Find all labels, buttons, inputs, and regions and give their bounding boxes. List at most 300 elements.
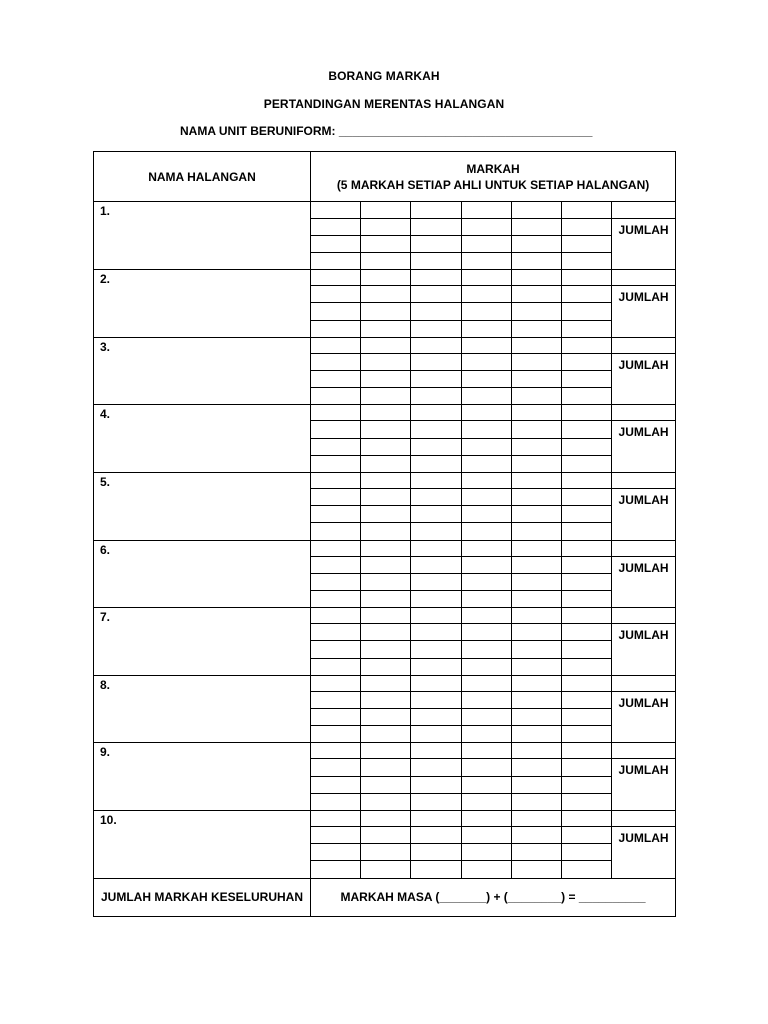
score-cell[interactable] xyxy=(512,709,562,726)
jumlah-label: JUMLAH xyxy=(618,357,669,372)
score-cell[interactable] xyxy=(361,202,411,218)
obstacle-number: 5. xyxy=(100,474,111,489)
score-cell[interactable] xyxy=(512,370,562,387)
score-cell[interactable] xyxy=(411,506,462,523)
score-cell[interactable] xyxy=(562,759,612,776)
score-cell[interactable] xyxy=(462,759,512,776)
score-cell[interactable] xyxy=(562,709,612,726)
score-cell[interactable] xyxy=(411,793,462,810)
score-cell[interactable] xyxy=(462,353,512,370)
score-cell[interactable] xyxy=(361,438,411,455)
score-cell[interactable] xyxy=(411,252,462,269)
score-cell[interactable] xyxy=(361,691,411,708)
score-cell[interactable] xyxy=(411,709,462,726)
score-cell[interactable] xyxy=(411,489,462,506)
score-table xyxy=(93,151,676,917)
score-cell[interactable] xyxy=(462,556,512,573)
score-cell[interactable] xyxy=(311,844,361,861)
score-cell[interactable] xyxy=(361,388,411,405)
score-cell[interactable] xyxy=(562,218,612,235)
score-cell[interactable] xyxy=(562,202,612,218)
score-cell[interactable] xyxy=(512,675,562,691)
score-cell[interactable] xyxy=(462,726,512,743)
score-cell[interactable] xyxy=(462,421,512,438)
score-cell[interactable] xyxy=(411,202,462,218)
jumlah-label: JUMLAH xyxy=(618,628,669,643)
score-cell[interactable] xyxy=(361,810,411,826)
score-cell[interactable] xyxy=(462,489,512,506)
score-cell[interactable] xyxy=(311,691,361,708)
jumlah-top-cell xyxy=(612,675,676,691)
score-cell[interactable] xyxy=(462,235,512,252)
score-cell[interactable] xyxy=(411,844,462,861)
score-cell[interactable] xyxy=(311,270,361,286)
score-cell[interactable] xyxy=(462,776,512,793)
score-cell[interactable] xyxy=(512,540,562,556)
score-cell[interactable] xyxy=(512,743,562,759)
score-cell[interactable] xyxy=(462,320,512,337)
jumlah-cell[interactable] xyxy=(612,218,676,269)
score-cell[interactable] xyxy=(411,438,462,455)
score-row xyxy=(94,337,676,353)
score-cell[interactable] xyxy=(361,844,411,861)
obstacle-number: 9. xyxy=(100,745,111,760)
score-cell[interactable] xyxy=(411,743,462,759)
jumlah-label: JUMLAH xyxy=(618,560,669,575)
score-cell[interactable] xyxy=(411,608,462,624)
score-cell[interactable] xyxy=(512,286,562,303)
score-cell[interactable] xyxy=(361,658,411,675)
score-cell[interactable] xyxy=(562,235,612,252)
score-cell[interactable] xyxy=(311,202,361,218)
score-cell[interactable] xyxy=(311,218,361,235)
score-cell[interactable] xyxy=(512,337,562,353)
score-cell[interactable] xyxy=(562,421,612,438)
score-cell[interactable] xyxy=(562,353,612,370)
score-cell[interactable] xyxy=(562,861,612,878)
score-cell[interactable] xyxy=(562,540,612,556)
score-cell[interactable] xyxy=(361,506,411,523)
score-cell[interactable] xyxy=(361,556,411,573)
unit-name-field: NAMA UNIT BERUNIFORM: ______________________________________ xyxy=(180,124,593,138)
score-cell[interactable] xyxy=(462,590,512,607)
score-cell[interactable] xyxy=(462,370,512,387)
obstacle-name-cell[interactable] xyxy=(94,608,311,676)
score-cell[interactable] xyxy=(361,590,411,607)
score-cell[interactable] xyxy=(311,523,361,540)
score-cell[interactable] xyxy=(512,658,562,675)
score-cell[interactable] xyxy=(512,506,562,523)
score-row xyxy=(94,472,676,488)
score-cell[interactable] xyxy=(512,624,562,641)
score-cell[interactable] xyxy=(562,286,612,303)
score-cell[interactable] xyxy=(361,455,411,472)
obstacle-name-cell[interactable] xyxy=(94,202,311,270)
score-cell[interactable] xyxy=(411,759,462,776)
score-cell[interactable] xyxy=(411,455,462,472)
score-cell[interactable] xyxy=(311,743,361,759)
score-cell[interactable] xyxy=(462,675,512,691)
time-score-field[interactable]: MARKAH MASA (_______) + (________) = __________ xyxy=(311,878,676,916)
score-cell[interactable] xyxy=(462,252,512,269)
jumlah-top-cell xyxy=(612,337,676,353)
obstacle-number: 8. xyxy=(100,677,111,692)
score-cell[interactable] xyxy=(512,303,562,320)
score-cell[interactable] xyxy=(311,776,361,793)
score-cell[interactable] xyxy=(562,691,612,708)
score-cell[interactable] xyxy=(562,573,612,590)
header-obstacle-name xyxy=(94,152,311,202)
score-cell[interactable] xyxy=(361,624,411,641)
score-cell[interactable] xyxy=(562,388,612,405)
score-cell[interactable] xyxy=(512,861,562,878)
score-cell[interactable] xyxy=(411,405,462,421)
score-cell[interactable] xyxy=(562,320,612,337)
score-cell[interactable] xyxy=(512,608,562,624)
score-cell[interactable] xyxy=(411,691,462,708)
score-cell[interactable] xyxy=(411,303,462,320)
score-cell[interactable] xyxy=(361,320,411,337)
score-cell[interactable] xyxy=(562,337,612,353)
score-cell[interactable] xyxy=(462,624,512,641)
score-cell[interactable] xyxy=(361,743,411,759)
score-cell[interactable] xyxy=(462,388,512,405)
jumlah-cell[interactable] xyxy=(612,691,676,742)
jumlah-cell[interactable] xyxy=(612,489,676,540)
score-cell[interactable] xyxy=(411,556,462,573)
score-cell[interactable] xyxy=(411,675,462,691)
jumlah-label: JUMLAH xyxy=(618,763,669,778)
obstacle-name-cell[interactable] xyxy=(94,472,311,540)
score-cell[interactable] xyxy=(512,202,562,218)
score-cell[interactable] xyxy=(311,624,361,641)
score-cell[interactable] xyxy=(512,691,562,708)
score-cell[interactable] xyxy=(411,472,462,488)
score-cell[interactable] xyxy=(311,658,361,675)
score-cell[interactable] xyxy=(411,218,462,235)
score-cell[interactable] xyxy=(361,353,411,370)
score-cell[interactable] xyxy=(562,370,612,387)
score-cell[interactable] xyxy=(562,726,612,743)
score-cell[interactable] xyxy=(462,743,512,759)
jumlah-top-cell xyxy=(612,540,676,556)
score-row xyxy=(94,405,676,421)
score-cell[interactable] xyxy=(311,370,361,387)
score-cell[interactable] xyxy=(512,556,562,573)
jumlah-cell[interactable] xyxy=(612,353,676,404)
score-cell[interactable] xyxy=(411,726,462,743)
score-cell[interactable] xyxy=(562,405,612,421)
score-cell[interactable] xyxy=(361,405,411,421)
score-cell[interactable] xyxy=(462,793,512,810)
score-cell[interactable] xyxy=(311,286,361,303)
score-cell[interactable] xyxy=(462,608,512,624)
score-cell[interactable] xyxy=(361,759,411,776)
score-cell[interactable] xyxy=(311,641,361,658)
score-cell[interactable] xyxy=(462,472,512,488)
score-cell[interactable] xyxy=(311,793,361,810)
footer-row xyxy=(94,878,676,916)
score-row xyxy=(94,270,676,286)
score-cell[interactable] xyxy=(462,691,512,708)
score-cell[interactable] xyxy=(361,608,411,624)
score-cell[interactable] xyxy=(311,709,361,726)
score-cell[interactable] xyxy=(462,286,512,303)
score-cell[interactable] xyxy=(361,573,411,590)
score-cell[interactable] xyxy=(462,455,512,472)
jumlah-top-cell xyxy=(612,270,676,286)
score-cell[interactable] xyxy=(411,320,462,337)
score-cell[interactable] xyxy=(462,523,512,540)
jumlah-top-cell xyxy=(612,202,676,218)
score-cell[interactable] xyxy=(462,303,512,320)
score-row xyxy=(94,810,676,826)
score-cell[interactable] xyxy=(562,810,612,826)
total-score-label: JUMLAH MARKAH KESELURUHAN xyxy=(94,878,311,916)
score-cell[interactable] xyxy=(512,405,562,421)
score-cell[interactable] xyxy=(361,726,411,743)
score-cell[interactable] xyxy=(361,827,411,844)
score-cell[interactable] xyxy=(311,810,361,826)
score-cell[interactable] xyxy=(562,590,612,607)
score-cell[interactable] xyxy=(311,388,361,405)
score-cell[interactable] xyxy=(361,540,411,556)
score-cell[interactable] xyxy=(462,810,512,826)
score-cell[interactable] xyxy=(462,337,512,353)
score-cell[interactable] xyxy=(512,759,562,776)
obstacle-name-cell[interactable] xyxy=(94,337,311,405)
score-cell[interactable] xyxy=(462,405,512,421)
score-cell[interactable] xyxy=(311,303,361,320)
score-cell[interactable] xyxy=(311,590,361,607)
score-cell[interactable] xyxy=(512,252,562,269)
score-cell[interactable] xyxy=(361,641,411,658)
score-cell[interactable] xyxy=(361,793,411,810)
score-cell[interactable] xyxy=(562,827,612,844)
score-cell[interactable] xyxy=(562,270,612,286)
score-cell[interactable] xyxy=(411,776,462,793)
score-cell[interactable] xyxy=(512,776,562,793)
score-cell[interactable] xyxy=(411,810,462,826)
jumlah-cell[interactable] xyxy=(612,624,676,675)
score-cell[interactable] xyxy=(462,218,512,235)
jumlah-cell[interactable] xyxy=(612,827,676,878)
score-cell[interactable] xyxy=(512,827,562,844)
score-cell[interactable] xyxy=(361,709,411,726)
score-cell[interactable] xyxy=(411,827,462,844)
score-cell[interactable] xyxy=(311,675,361,691)
jumlah-cell[interactable] xyxy=(612,759,676,810)
score-cell[interactable] xyxy=(361,675,411,691)
score-cell[interactable] xyxy=(512,353,562,370)
jumlah-label: JUMLAH xyxy=(618,695,669,710)
score-cell[interactable] xyxy=(361,235,411,252)
score-cell[interactable] xyxy=(311,759,361,776)
score-cell[interactable] xyxy=(512,726,562,743)
jumlah-cell[interactable] xyxy=(612,556,676,607)
score-cell[interactable] xyxy=(512,641,562,658)
score-cell[interactable] xyxy=(411,337,462,353)
score-cell[interactable] xyxy=(311,726,361,743)
score-cell[interactable] xyxy=(462,861,512,878)
obstacle-number: 10. xyxy=(100,812,117,827)
score-cell[interactable] xyxy=(361,861,411,878)
score-cell[interactable] xyxy=(411,388,462,405)
score-cell[interactable] xyxy=(562,506,612,523)
score-cell[interactable] xyxy=(311,455,361,472)
score-cell[interactable] xyxy=(462,844,512,861)
score-cell[interactable] xyxy=(311,421,361,438)
score-cell[interactable] xyxy=(562,776,612,793)
score-cell[interactable] xyxy=(311,405,361,421)
obstacle-name-cell[interactable] xyxy=(94,405,311,473)
score-cell[interactable] xyxy=(562,793,612,810)
score-cell[interactable] xyxy=(311,861,361,878)
score-cell[interactable] xyxy=(411,370,462,387)
score-cell[interactable] xyxy=(562,523,612,540)
score-cell[interactable] xyxy=(311,827,361,844)
header-row xyxy=(94,152,676,202)
score-cell[interactable] xyxy=(311,438,361,455)
score-cell[interactable] xyxy=(361,370,411,387)
score-cell[interactable] xyxy=(512,455,562,472)
score-cell[interactable] xyxy=(562,658,612,675)
score-cell[interactable] xyxy=(311,556,361,573)
score-cell[interactable] xyxy=(512,523,562,540)
jumlah-top-cell xyxy=(612,810,676,826)
obstacle-number: 4. xyxy=(100,407,111,422)
score-cell[interactable] xyxy=(462,540,512,556)
score-cell[interactable] xyxy=(411,286,462,303)
score-cell[interactable] xyxy=(462,827,512,844)
score-cell[interactable] xyxy=(512,590,562,607)
score-cell[interactable] xyxy=(462,658,512,675)
score-cell[interactable] xyxy=(411,624,462,641)
score-cell[interactable] xyxy=(411,270,462,286)
score-cell[interactable] xyxy=(311,506,361,523)
score-row xyxy=(94,202,676,218)
score-cell[interactable] xyxy=(562,556,612,573)
score-cell[interactable] xyxy=(562,472,612,488)
score-cell[interactable] xyxy=(311,472,361,488)
score-cell[interactable] xyxy=(311,353,361,370)
score-cell[interactable] xyxy=(361,270,411,286)
jumlah-top-cell xyxy=(612,608,676,624)
score-cell[interactable] xyxy=(562,844,612,861)
score-cell[interactable] xyxy=(512,438,562,455)
score-cell[interactable] xyxy=(512,421,562,438)
score-cell[interactable] xyxy=(462,438,512,455)
jumlah-cell[interactable] xyxy=(612,286,676,337)
score-cell[interactable] xyxy=(512,573,562,590)
score-cell[interactable] xyxy=(512,793,562,810)
score-cell[interactable] xyxy=(562,608,612,624)
score-cell[interactable] xyxy=(411,523,462,540)
score-cell[interactable] xyxy=(361,776,411,793)
score-cell[interactable] xyxy=(462,641,512,658)
score-cell[interactable] xyxy=(512,270,562,286)
score-cell[interactable] xyxy=(562,489,612,506)
score-cell[interactable] xyxy=(311,540,361,556)
jumlah-top-cell xyxy=(612,472,676,488)
score-cell[interactable] xyxy=(562,438,612,455)
score-cell[interactable] xyxy=(512,472,562,488)
score-cell[interactable] xyxy=(411,421,462,438)
score-cell[interactable] xyxy=(562,641,612,658)
score-cell[interactable] xyxy=(311,573,361,590)
obstacle-name-cell[interactable] xyxy=(94,540,311,608)
jumlah-cell[interactable] xyxy=(612,421,676,472)
score-cell[interactable] xyxy=(361,218,411,235)
obstacle-name-cell[interactable] xyxy=(94,675,311,743)
score-cell[interactable] xyxy=(562,624,612,641)
obstacle-number: 6. xyxy=(100,542,111,557)
header-obstacle-name-label: NAMA HALANGAN xyxy=(148,169,256,184)
score-cell[interactable] xyxy=(411,590,462,607)
score-cell[interactable] xyxy=(361,286,411,303)
score-cell[interactable] xyxy=(361,303,411,320)
score-cell[interactable] xyxy=(411,353,462,370)
score-cell[interactable] xyxy=(562,675,612,691)
score-cell[interactable] xyxy=(512,320,562,337)
score-cell[interactable] xyxy=(311,489,361,506)
obstacle-name-cell[interactable] xyxy=(94,810,311,878)
score-cell[interactable] xyxy=(411,235,462,252)
score-cell[interactable] xyxy=(361,252,411,269)
score-cell[interactable] xyxy=(512,810,562,826)
score-cell[interactable] xyxy=(562,455,612,472)
score-cell[interactable] xyxy=(562,303,612,320)
score-cell[interactable] xyxy=(311,608,361,624)
score-cell[interactable] xyxy=(512,489,562,506)
jumlah-label: JUMLAH xyxy=(618,425,669,440)
score-cell[interactable] xyxy=(411,861,462,878)
score-cell[interactable] xyxy=(462,270,512,286)
score-cell[interactable] xyxy=(512,235,562,252)
score-cell[interactable] xyxy=(462,709,512,726)
score-cell[interactable] xyxy=(361,421,411,438)
score-cell[interactable] xyxy=(462,202,512,218)
score-cell[interactable] xyxy=(361,472,411,488)
score-cell[interactable] xyxy=(562,252,612,269)
score-cell[interactable] xyxy=(512,218,562,235)
score-row xyxy=(94,743,676,759)
score-cell[interactable] xyxy=(512,388,562,405)
score-row xyxy=(94,608,676,624)
score-cell[interactable] xyxy=(311,320,361,337)
jumlah-top-cell xyxy=(612,405,676,421)
obstacle-name-cell[interactable] xyxy=(94,743,311,811)
score-cell[interactable] xyxy=(361,523,411,540)
score-cell[interactable] xyxy=(411,540,462,556)
score-cell[interactable] xyxy=(311,337,361,353)
score-cell[interactable] xyxy=(512,844,562,861)
score-cell[interactable] xyxy=(361,489,411,506)
score-row xyxy=(94,540,676,556)
score-cell[interactable] xyxy=(411,573,462,590)
obstacle-name-cell[interactable] xyxy=(94,270,311,338)
score-row xyxy=(94,675,676,691)
score-cell[interactable] xyxy=(462,573,512,590)
score-cell[interactable] xyxy=(562,743,612,759)
score-cell[interactable] xyxy=(311,235,361,252)
score-cell[interactable] xyxy=(411,641,462,658)
score-cell[interactable] xyxy=(311,252,361,269)
form-title: BORANG MARKAH xyxy=(328,69,440,83)
score-cell[interactable] xyxy=(411,658,462,675)
score-cell[interactable] xyxy=(361,337,411,353)
score-cell[interactable] xyxy=(462,506,512,523)
